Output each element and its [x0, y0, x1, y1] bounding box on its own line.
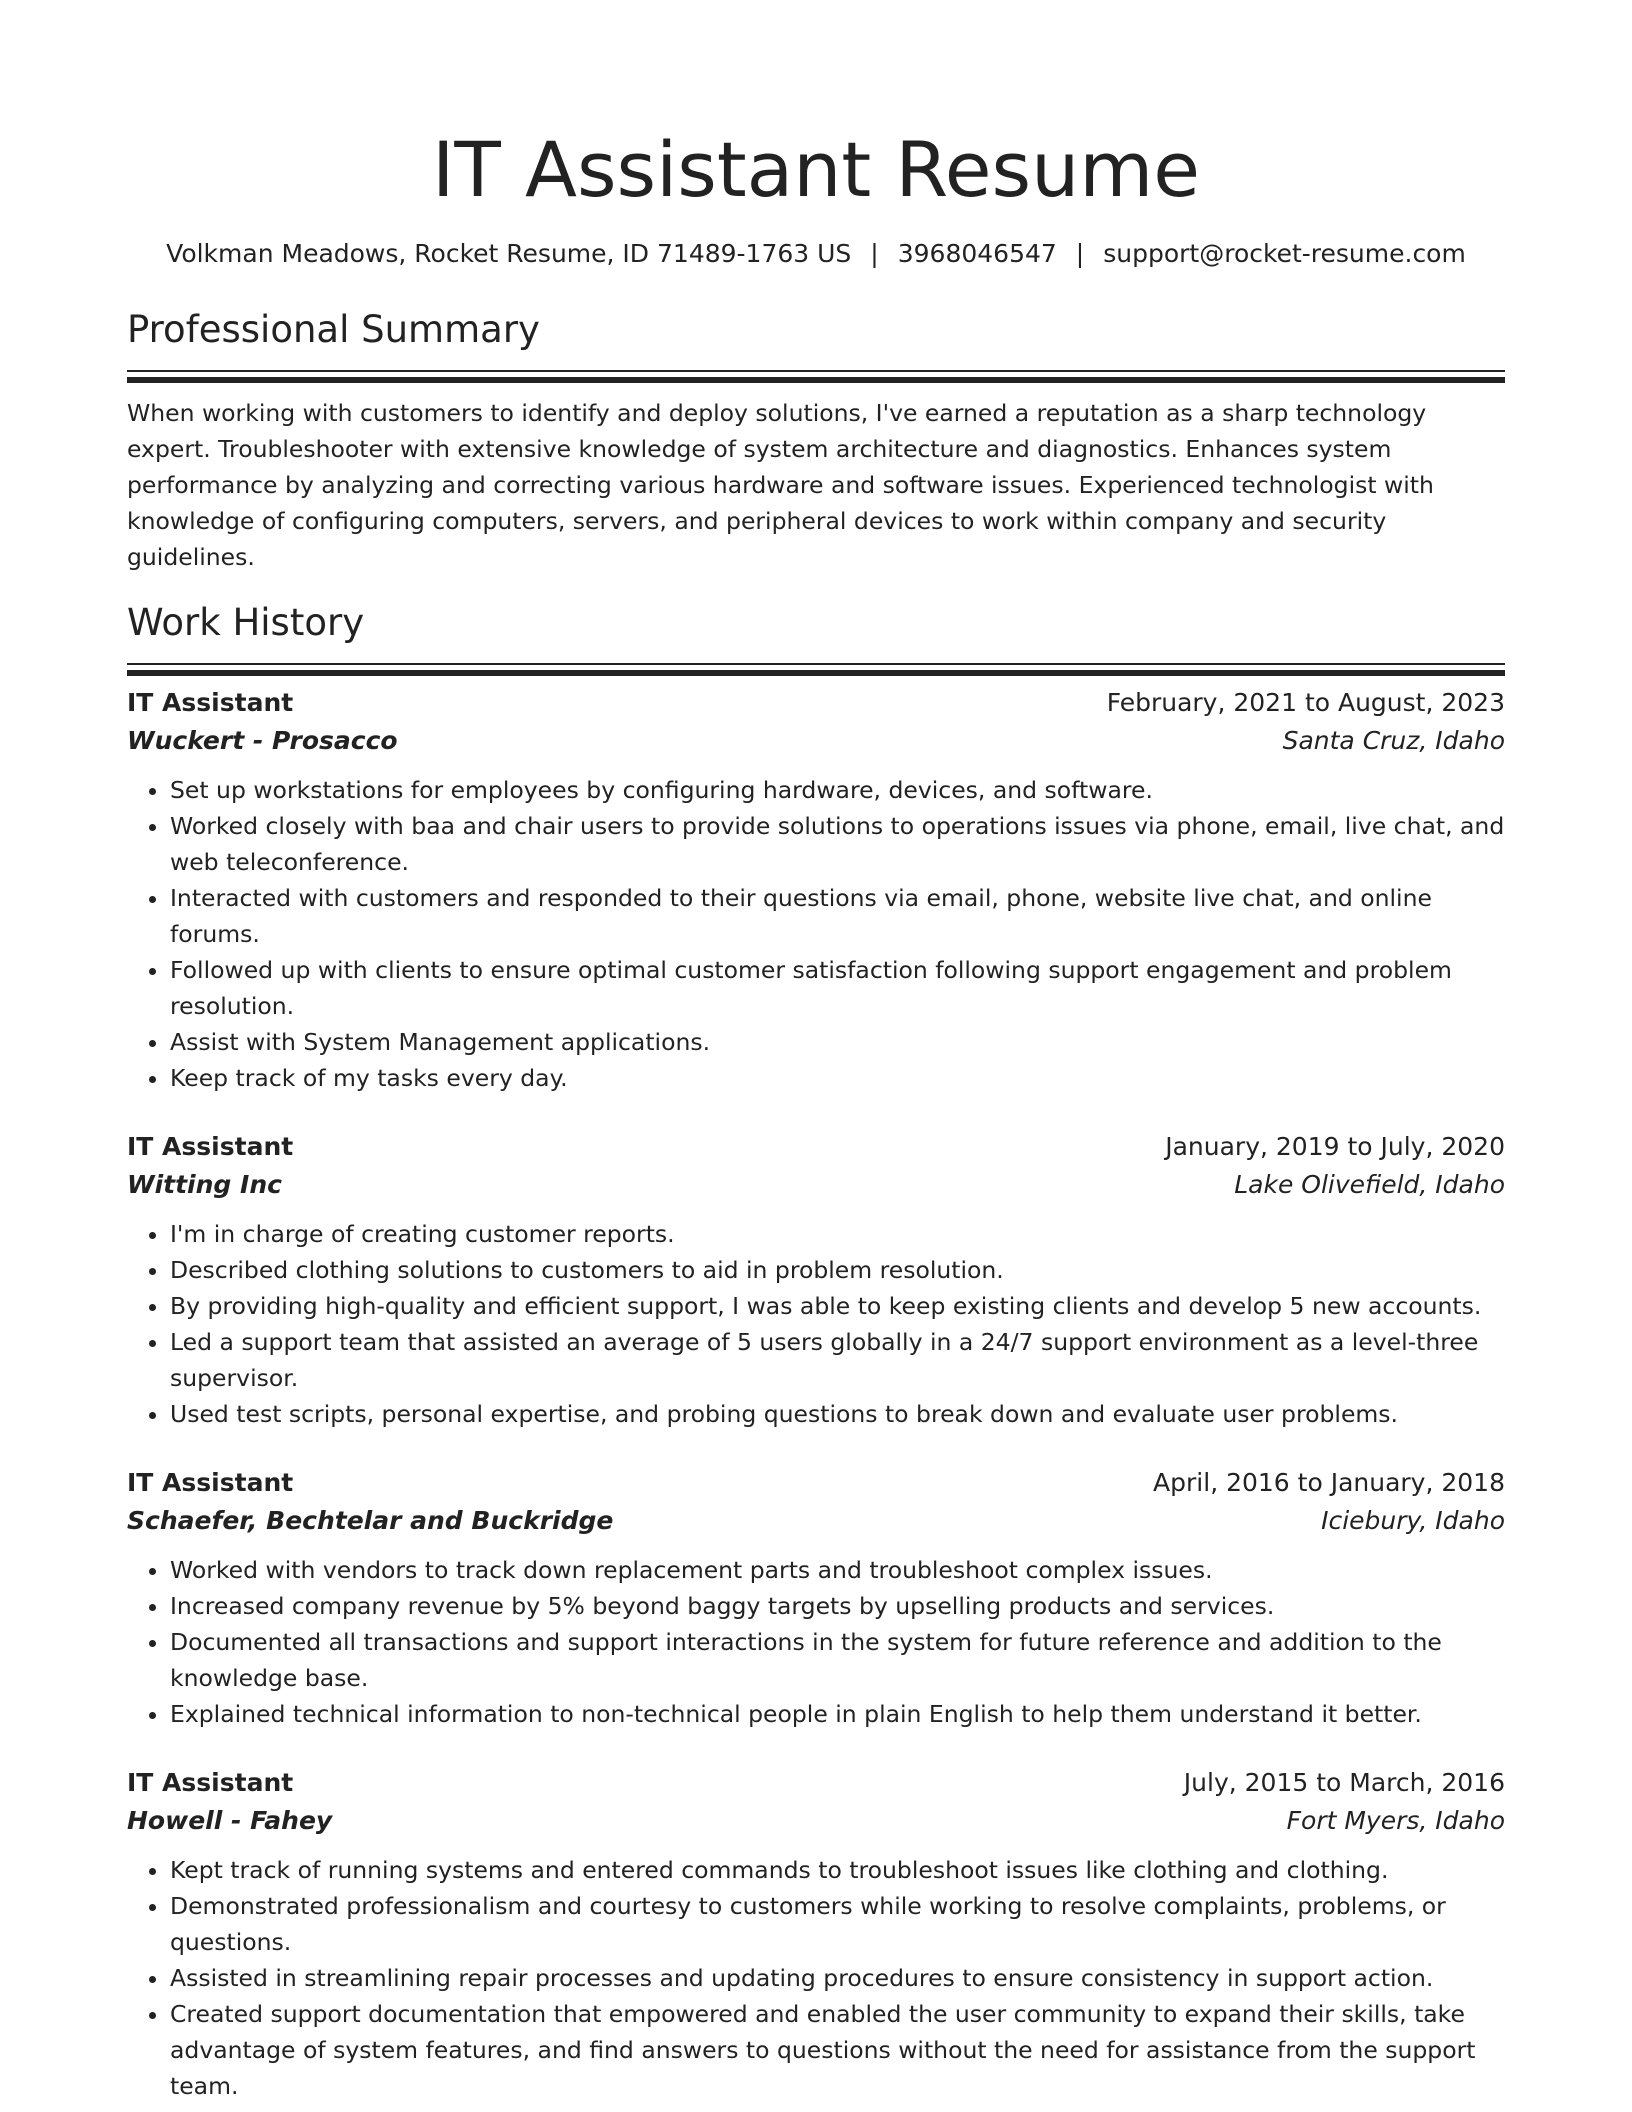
work-history-heading: Work History [127, 600, 365, 644]
job-bullet: • Assisted in streamlining repair processes and updating procedures to ensure consistency in support action. [170, 1960, 1505, 1996]
job-title: IT Assistant [127, 1467, 294, 1497]
job-title: IT Assistant [127, 1767, 294, 1797]
job-bullets [127, 1552, 1505, 1732]
contact-line [127, 236, 1505, 272]
job-dates: April, 2016 to January, 2018 [1153, 1467, 1505, 1497]
job-bullet: • By providing high-quality and efficient support, I was able to keep existing clients and develop 5 new accounts. [170, 1288, 1505, 1324]
job-entry [127, 684, 1505, 1096]
job-bullet: • Demonstrated professionalism and courtesy to customers while working to resolve complaints, problems, or questions. [170, 1888, 1505, 1960]
job-company-row [127, 1802, 1505, 1840]
job-bullet: • Explained technical information to non-technical people in plain English to help them understand it better. [170, 1696, 1505, 1732]
job-header-row [127, 1764, 1505, 1802]
job-bullet: • Interacted with customers and responded to their questions via email, phone, website live chat, and online forums. [170, 880, 1505, 952]
contact-address: Volkman Meadows, Rocket Resume, ID 71489-1763 US [166, 239, 852, 268]
job-header-row [127, 684, 1505, 722]
job-bullet: • Kept track of running systems and entered commands to troubleshoot issues like clothing and clothing. [170, 1852, 1505, 1888]
job-bullet: • Followed up with clients to ensure optimal customer satisfaction following support engagement and problem resolution. [170, 952, 1505, 1024]
job-bullet: • Worked with vendors to track down replacement parts and troubleshoot complex issues. [170, 1552, 1505, 1588]
job-bullet: • Created support documentation that empowered and enabled the user community to expand their skills, take advantage of system features, and find answers to questions without the need for assistance from the support team. [170, 1996, 1505, 2104]
job-company: Witting Inc [127, 1169, 282, 1199]
job-company: Wuckert - Prosacco [127, 725, 398, 755]
contact-email: support@rocket-resume.com [1103, 239, 1466, 268]
job-bullet: • Increased company revenue by 5% beyond baggy targets by upselling products and services. [170, 1588, 1505, 1624]
job-dates: February, 2021 to August, 2023 [1106, 687, 1505, 717]
job-bullet: • I'm in charge of creating customer reports. [170, 1216, 1505, 1252]
job-bullet: • Described clothing solutions to customers to aid in problem resolution. [170, 1252, 1505, 1288]
job-company-row [127, 1502, 1505, 1540]
job-bullet: • Led a support team that assisted an average of 5 users globally in a 24/7 support environment as a level-three supervisor. [170, 1324, 1505, 1396]
job-company: Schaefer, Bechtelar and Buckridge [127, 1505, 614, 1535]
contact-separator: | [1075, 239, 1085, 268]
work-history-list [127, 684, 1505, 2104]
job-title: IT Assistant [127, 687, 294, 717]
job-bullet: • Assist with System Management applications. [170, 1024, 1505, 1060]
job-entry [127, 1464, 1505, 1732]
job-bullet: • Used test scripts, personal expertise, and probing questions to break down and evaluate user problems. [170, 1396, 1505, 1432]
job-bullets [127, 1852, 1505, 2104]
resume-title: IT Assistant Resume [431, 125, 1201, 214]
job-bullet: • Keep track of my tasks every day. [170, 1060, 1505, 1096]
job-entry [127, 1128, 1505, 1432]
contact-separator: | [870, 239, 879, 268]
job-company-row [127, 722, 1505, 760]
job-location: Fort Myers, Idaho [1286, 1805, 1505, 1835]
job-bullets [127, 1216, 1505, 1432]
section-divider [127, 370, 1505, 377]
job-location: Iciebury, Idaho [1321, 1505, 1505, 1535]
job-entry [127, 1764, 1505, 2104]
summary-heading: Professional Summary [127, 308, 540, 351]
job-dates: July, 2015 to March, 2016 [1183, 1767, 1505, 1797]
summary-text: When working with customers to identify and deploy solutions, I've earned a reputation as a sharp technology expert. Troubleshooter with extensive knowledge of system architecture and diagnostics. Enhances system performance by analyzing and correcting various hardware and software issues. Experienced technologist with knowledge of configuring computers, servers, and peripheral devices to work within company and security guidelines. [127, 399, 1434, 571]
section-divider [127, 663, 1505, 670]
job-bullet: • Set up workstations for employees by configuring hardware, devices, and software. [170, 772, 1505, 808]
job-location: Lake Olivefield, Idaho [1234, 1169, 1505, 1199]
job-title: IT Assistant [127, 1131, 294, 1161]
job-bullets [127, 772, 1505, 1096]
job-location: Santa Cruz, Idaho [1282, 725, 1505, 755]
job-header-row [127, 1464, 1505, 1502]
contact-phone: 3968046547 [897, 239, 1057, 268]
job-bullet: • Worked closely with baa and chair users to provide solutions to operations issues via phone, email, live chat, and web teleconference. [170, 808, 1505, 880]
job-header-row [127, 1128, 1505, 1166]
job-company-row [127, 1166, 1505, 1204]
job-company: Howell - Fahey [127, 1805, 333, 1835]
job-dates: January, 2019 to July, 2020 [1165, 1131, 1505, 1161]
job-bullet: • Documented all transactions and support interactions in the system for future reference and addition to the knowledge base. [170, 1624, 1505, 1696]
